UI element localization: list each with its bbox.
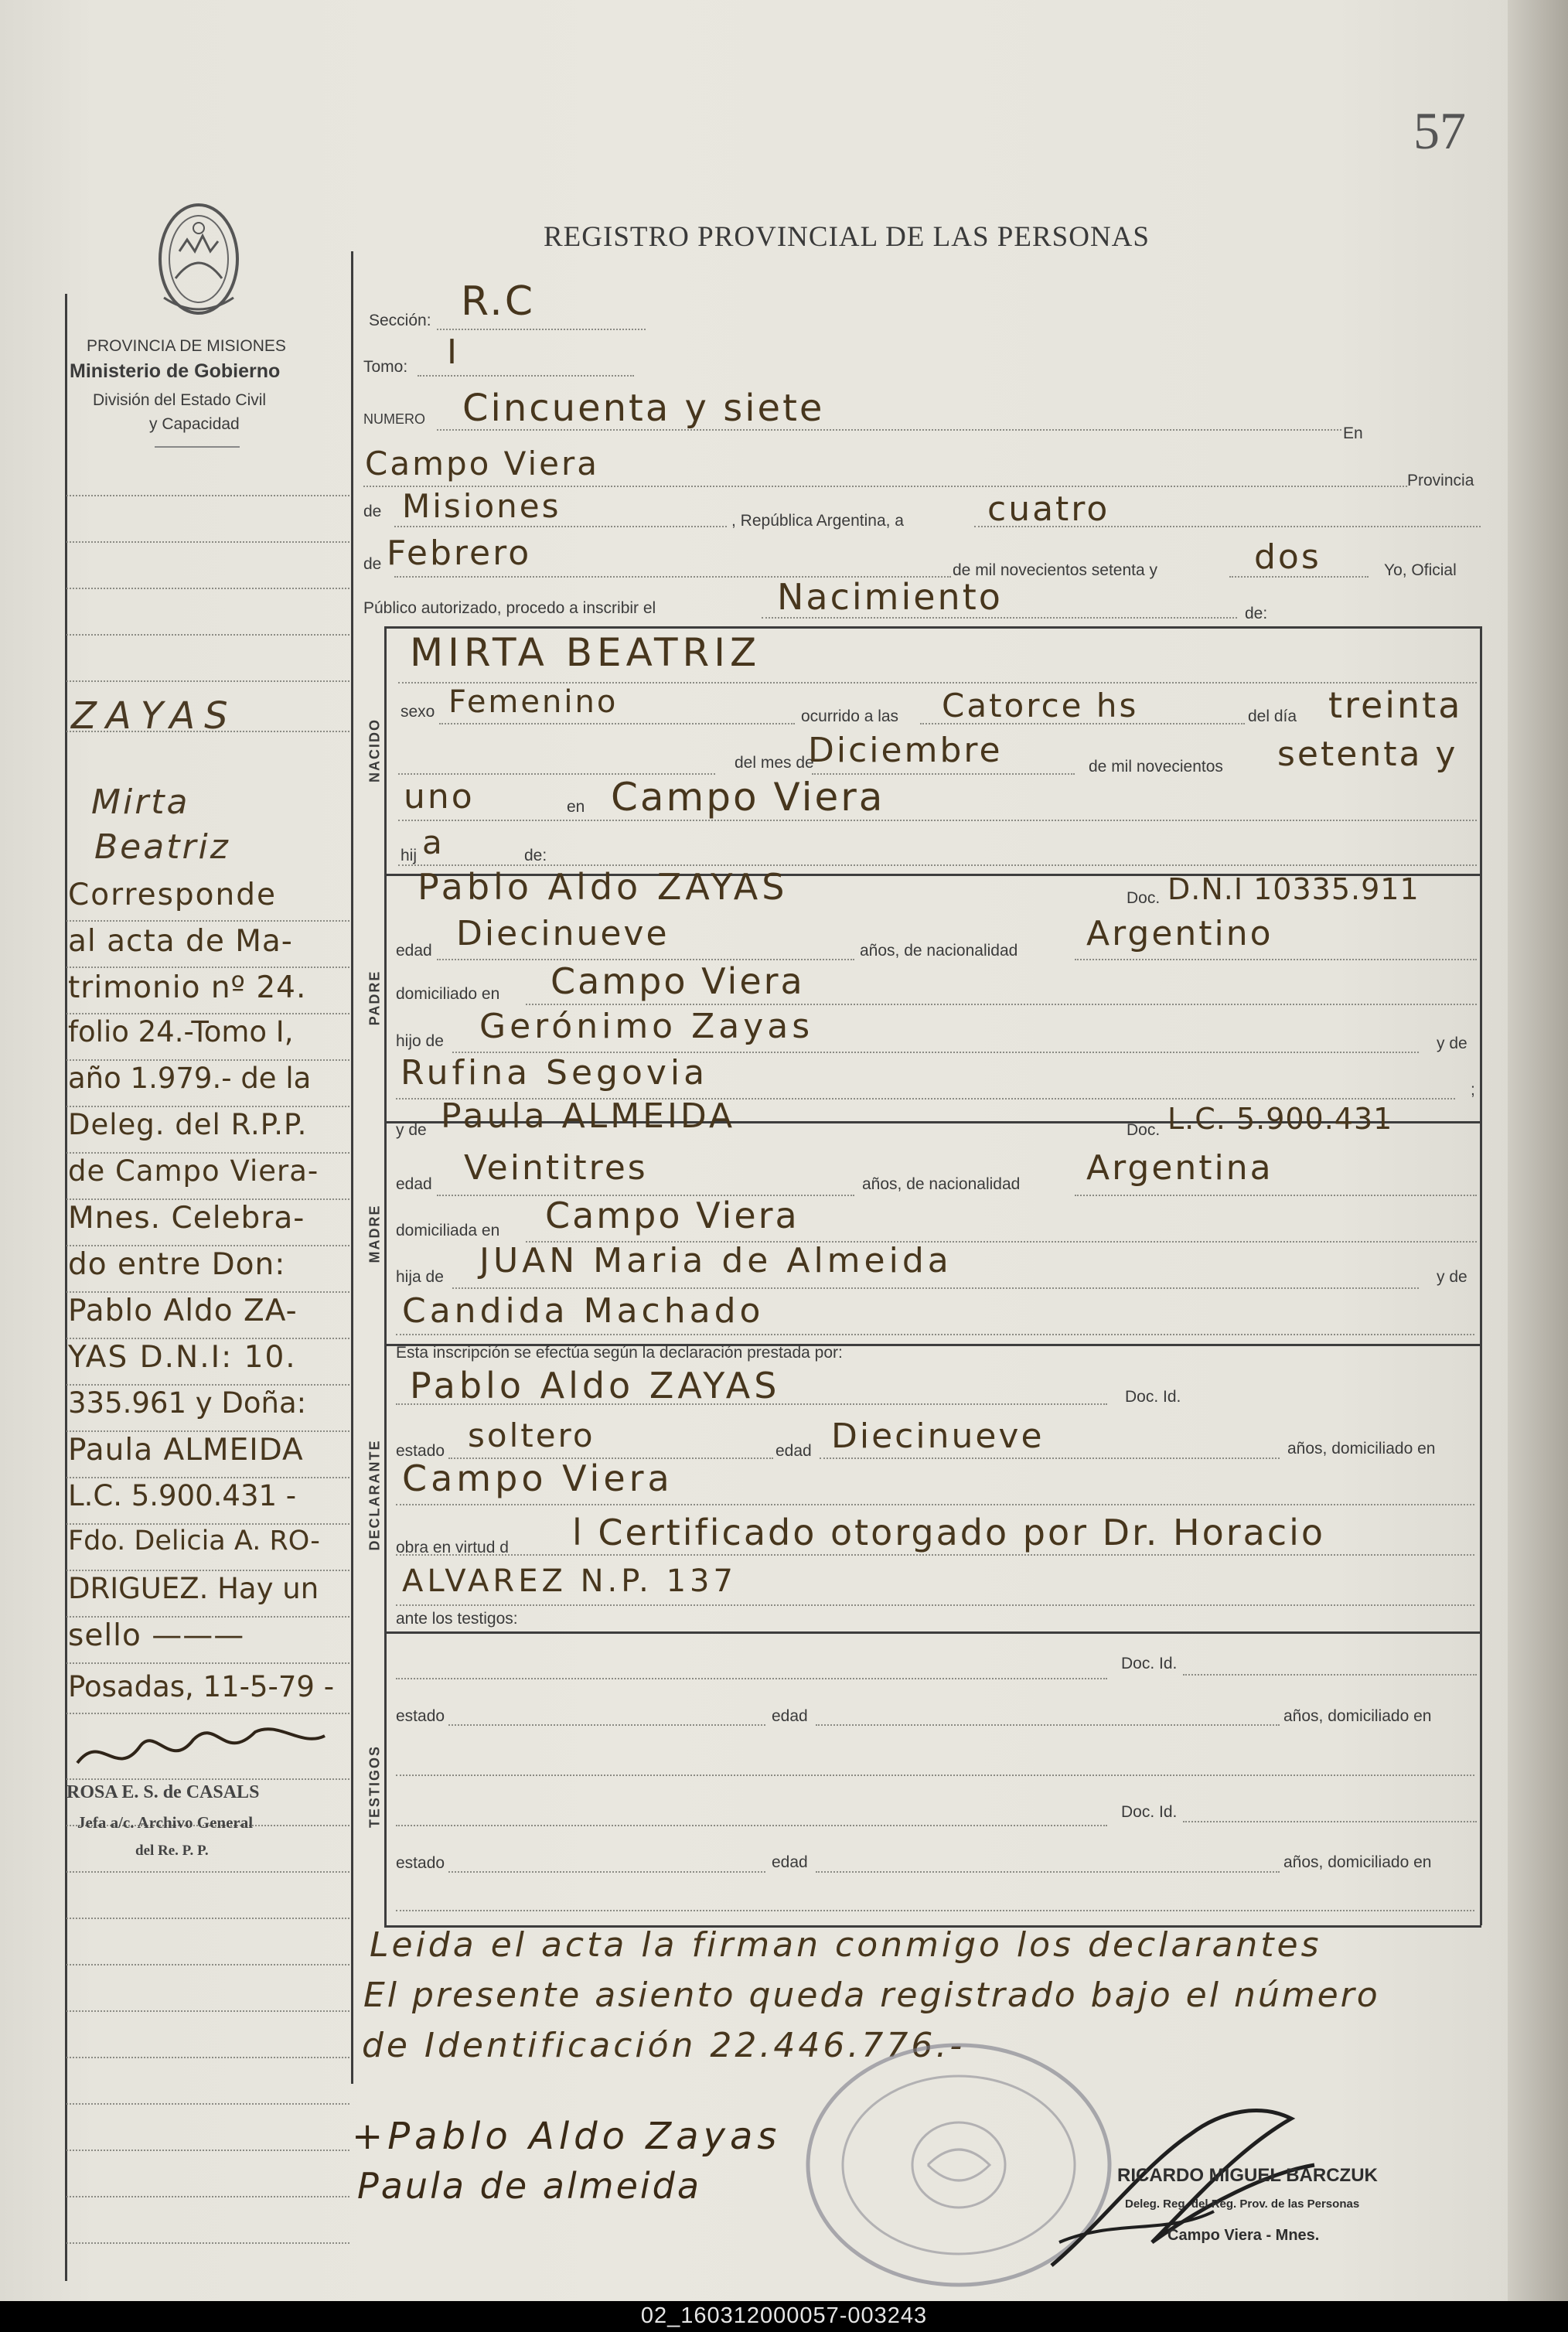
margin-note-line: al acta de Ma- (68, 924, 293, 959)
closing-line-1: Leida el acta la firman conmigo los declarantes (370, 1925, 1322, 1965)
label-anos-nac-madre: años, de nacionalidad (862, 1175, 1021, 1193)
madre-nac-value: Argentina (1086, 1148, 1273, 1188)
document-title: REGISTRO PROVINCIAL DE LAS PERSONAS (544, 221, 1150, 253)
label-hija-de: hija de (396, 1268, 444, 1286)
margin-stamp-title: Jefa a/c. Archivo General (77, 1813, 254, 1832)
signature-line-1: +Pablo Aldo Zayas (352, 2115, 782, 2158)
dia-value: cuatro (987, 489, 1110, 529)
label-publico: Público autorizado, procedo a inscribir el (363, 599, 656, 617)
label-edad-decl: edad (775, 1442, 812, 1460)
tomo-value: I (447, 332, 459, 372)
margin-note-line: 335.961 y Doña: (68, 1386, 307, 1420)
closing-line-3: de Identificación 22.446.776.- (362, 2026, 966, 2065)
label-domiciliada-madre: domiciliada en (396, 1222, 500, 1239)
label-en-nac: en (567, 798, 585, 816)
label-de-hij: de: (524, 847, 547, 864)
hora-value: Catorce hs (942, 687, 1139, 724)
label-y-de-padre: y de (1437, 1035, 1467, 1052)
margin-given-1: Mirta (91, 782, 190, 822)
label-sexo: sexo (401, 703, 435, 721)
dia-nac-value: treinta (1328, 684, 1463, 726)
division-heading-2: y Capacidad (149, 415, 240, 433)
margin-note-line: Fdo. Delicia A. RO- (68, 1526, 320, 1556)
obra-value-1: l Certificado otorgado por Dr. Horacio (572, 1512, 1326, 1553)
padre-nac-value: Argentino (1086, 914, 1273, 953)
label-de-acto: de: (1245, 605, 1268, 622)
label-provincia: Provincia (1407, 472, 1474, 489)
section-label-declarante: DECLARANTE (366, 1439, 383, 1551)
label-anos-nac-padre: años, de nacionalidad (860, 942, 1018, 960)
label-domiciliado-padre: domiciliado en (396, 985, 500, 1003)
label-obra: obra en virtud d (396, 1539, 509, 1556)
label-hij: hij (401, 847, 418, 864)
obra-value-2: ALVAREZ N.P. 137 (402, 1563, 737, 1599)
margin-note-line: YAS D.N.I: 10. (68, 1340, 297, 1375)
padre-edad-value: Diecinueve (456, 914, 670, 953)
page-number: 57 (1413, 101, 1466, 160)
mes-nac-value: Diciembre (808, 731, 1003, 770)
margin-signature-icon (70, 1717, 332, 1786)
label-doc-id-test1: Doc. Id. (1121, 1655, 1178, 1672)
form-right-border (1480, 626, 1482, 1925)
provincia-value: Misiones (402, 487, 561, 525)
margin-note-line: Mnes. Celebra- (68, 1201, 305, 1236)
label-de-mil: de mil novecientos (1089, 758, 1223, 776)
label-estado-decl: estado (396, 1442, 445, 1460)
label-yo-oficial: Yo, Oficial (1384, 561, 1457, 579)
mes-value: Febrero (387, 534, 532, 573)
madre-value: Paula ALMEIDA (441, 1096, 736, 1136)
margin-note-line: Paula ALMEIDA (68, 1433, 304, 1468)
label-del-mes: del mes de (735, 754, 814, 772)
decl-estado-value: soltero (468, 1417, 595, 1454)
margin-note-line: do entre Don: (68, 1247, 286, 1282)
label-inscripcion: Esta inscripción se efectúa según la declaración prestada por: (396, 1344, 843, 1362)
label-en: En (1343, 424, 1363, 442)
margin-note-line: trimonio nº 24. (68, 970, 307, 1005)
province-heading: PROVINCIA DE MISIONES (87, 337, 286, 355)
margin-note-line: de Campo Viera- (68, 1154, 319, 1188)
section-column-border (384, 626, 387, 1925)
label-numero: NUMERO (363, 411, 425, 427)
declarante-value: Pablo Aldo ZAYAS (410, 1365, 781, 1406)
margin-note-line: folio 24.-Tomo I, (68, 1015, 294, 1048)
margin-given-2: Beatriz (94, 827, 230, 867)
padre-dom-value: Campo Viera (551, 960, 805, 1002)
label-ocurrido: ocurrido a las (801, 707, 899, 725)
madre-edad-value: Veintitres (464, 1148, 648, 1188)
margin-note-line: sello ——— (68, 1618, 245, 1653)
margin-note-line: L.C. 5.900.431 - (68, 1479, 297, 1512)
sexo-value: Femenino (448, 684, 619, 720)
decl-edad-value: Diecinueve (831, 1417, 1045, 1456)
lugar-nac-value: Campo Viera (611, 775, 885, 820)
hij-suffix: a (422, 823, 445, 861)
padre-value: Pablo Aldo ZAYAS (418, 866, 789, 908)
label-anos-dom-test1: años, domiciliado en (1283, 1707, 1432, 1725)
section-label-testigos: TESTIGOS (366, 1745, 383, 1829)
anio-nac-value: setenta y (1277, 735, 1458, 774)
label-hijo-de: hijo de (396, 1032, 444, 1050)
left-margin-border (65, 294, 67, 2281)
abuelo-p-value: Gerónimo Zayas (479, 1007, 814, 1046)
ministry-heading: Ministerio de Gobierno (70, 360, 281, 382)
label-seccion: Sección: (369, 312, 431, 329)
label-del-dia: del día (1248, 707, 1297, 725)
label-edad-padre: edad (396, 942, 432, 960)
abuelo-m-value: JUAN Maria de Almeida (479, 1241, 953, 1280)
label-anos-dom-decl: años, domiciliado en (1287, 1440, 1436, 1458)
lugar-value: Campo Viera (365, 445, 600, 482)
margin-stamp-name: ROSA E. S. de CASALS (66, 1782, 260, 1802)
margin-note-line: Deleg. del R.P.P. (68, 1108, 308, 1141)
abuela-p-value: Rufina Segovia (401, 1053, 709, 1093)
coat-of-arms-icon (148, 193, 249, 325)
anio-value: dos (1254, 537, 1321, 577)
label-republica: , República Argentina, a (731, 512, 904, 530)
seccion-value: R.C (461, 278, 536, 325)
official-signature-icon (1036, 2088, 1345, 2289)
label-de-mes: de (363, 555, 382, 573)
padre-doc-value: D.N.I 10335.911 (1167, 872, 1420, 906)
label-edad-test1: edad (772, 1707, 808, 1725)
section-label-padre: PADRE (366, 970, 383, 1026)
anio-nac-value-2: uno (404, 777, 475, 817)
margin-note-line: año 1.979.- de la (68, 1062, 312, 1095)
label-doc-padre: Doc. (1127, 889, 1161, 907)
abuela-m-value: Candida Machado (402, 1291, 765, 1331)
madre-dom-value: Campo Viera (545, 1195, 799, 1236)
margin-surname: ZAYAS (71, 694, 237, 738)
margin-note-line: Pablo Aldo ZA- (68, 1294, 298, 1328)
margin-stamp-org: del Re. P. P. (135, 1843, 209, 1859)
label-doc-id-decl: Doc. Id. (1125, 1388, 1181, 1406)
label-doc-id-test2: Doc. Id. (1121, 1803, 1178, 1821)
label-ante-testigos: ante los testigos: (396, 1610, 518, 1628)
label-y-de-madre-2: y de (1437, 1268, 1467, 1286)
label-anos-dom-test2: años, domiciliado en (1283, 1853, 1432, 1871)
label-semicolon: ; (1471, 1081, 1475, 1099)
official-title: Deleg. Reg. del Reg. Prov. de las Personas (1125, 2197, 1360, 2211)
signature-line-2: Paula de almeida (357, 2165, 702, 2207)
label-y-de-madre: y de (396, 1121, 427, 1139)
margin-note-line: DRIGUEZ. Hay un (68, 1572, 319, 1605)
form-left-border (351, 251, 353, 2084)
label-edad-test2: edad (772, 1853, 808, 1871)
label-estado-test1: estado (396, 1707, 445, 1725)
label-de-prov: de (363, 503, 382, 520)
label-estado-test2: estado (396, 1854, 445, 1872)
label-doc-madre: Doc. (1127, 1121, 1161, 1139)
division-heading: División del Estado Civil (93, 391, 267, 409)
decl-dom-value: Campo Viera (402, 1458, 673, 1499)
label-de-mil-setenta: de mil novecientos setenta y (953, 561, 1157, 579)
closing-line-2: El presente asiento queda registrado bajo el número (363, 1976, 1380, 2015)
official-place: Campo Viera - Mnes. (1167, 2227, 1320, 2244)
page-edge (1508, 0, 1568, 2301)
official-name: RICARDO MIGUEL BARCZUK (1117, 2165, 1378, 2186)
image-identifier: 02_160312000057-003243 (640, 2303, 928, 2328)
section-label-nacido: NACIDO (366, 718, 383, 782)
margin-note-line: Corresponde (68, 878, 278, 912)
acto-value: Nacimiento (777, 576, 1003, 618)
nombre-value: MIRTA BEATRIZ (410, 630, 762, 675)
madre-doc-value: L.C. 5.900.431 (1167, 1102, 1393, 1136)
label-tomo: Tomo: (363, 358, 408, 376)
section-label-madre: MADRE (366, 1204, 383, 1263)
margin-note-line: Posadas, 11-5-79 - (68, 1670, 335, 1703)
numero-value: Cincuenta y siete (462, 387, 825, 430)
label-edad-madre: edad (396, 1175, 432, 1193)
